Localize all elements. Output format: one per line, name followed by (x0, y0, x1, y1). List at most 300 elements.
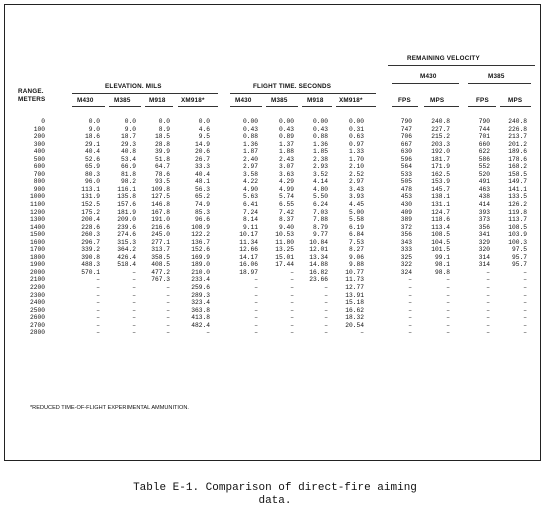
table-cell: – (408, 314, 412, 322)
table-cell: 4.99 (278, 185, 294, 193)
table-cell: 570.1 (81, 268, 100, 276)
table-cell: 78.6 (154, 170, 170, 178)
table-cell: 9.77 (312, 231, 328, 239)
table-cell: 2200 (29, 284, 45, 292)
table-cell: 175.2 (81, 208, 100, 216)
table-cell: 478 (400, 185, 412, 193)
table-cell: 95.7 (511, 261, 527, 269)
table-cell: 4.80 (312, 185, 328, 193)
header-rule (392, 83, 459, 84)
table-cell: – (254, 329, 258, 337)
table-cell: 240.8 (508, 118, 527, 125)
table-cell: 9.40 (278, 223, 294, 231)
table-cell: 800 (33, 178, 45, 186)
table-cell: 203.3 (431, 140, 450, 148)
table-cell: 226.8 (508, 125, 527, 133)
caption-line: data. (258, 495, 292, 507)
table-cell: 790 (478, 118, 490, 125)
table-cell: 12.66 (239, 246, 258, 254)
table-cell: 409 (400, 208, 412, 216)
table-cell: 80.3 (84, 170, 100, 178)
table-cell: 239.6 (117, 223, 136, 231)
range-unit-header: METERS (18, 96, 46, 103)
table-cell: 181.9 (117, 208, 136, 216)
table-cell: 167.8 (151, 208, 170, 216)
table-cell: 2400 (29, 299, 45, 307)
table-cell: 171.9 (431, 163, 450, 171)
table-cell: 65.2 (194, 193, 210, 201)
rv-m430-fps-header: FPS (398, 97, 411, 104)
table-cell: 97.5 (511, 246, 527, 254)
table-cell: – (486, 321, 490, 329)
table-cell: 343 (400, 238, 412, 246)
el-m918-column (142, 118, 170, 337)
table-cell: 373 (478, 216, 490, 224)
table-cell: 116.1 (117, 185, 136, 193)
table-cell: 4.14 (312, 178, 328, 186)
table-cell: 29.1 (84, 140, 100, 148)
table-cell: 5.63 (242, 193, 258, 201)
table-cell: 314 (478, 253, 490, 261)
table-cell: 189.6 (508, 148, 527, 156)
table-cell: – (132, 329, 136, 337)
table-cell: 240.8 (431, 118, 450, 125)
table-cell: 2.40 (242, 155, 258, 163)
table-cell: – (254, 284, 258, 292)
table-cell: – (290, 299, 294, 307)
table-cell: 0.89 (278, 133, 294, 141)
table-cell: – (523, 314, 527, 322)
table-cell: 10.17 (239, 231, 258, 239)
header-rule (109, 106, 141, 107)
table-cell: 477.2 (151, 268, 170, 276)
table-cell: – (96, 321, 100, 329)
table-cell: 26.7 (194, 155, 210, 163)
table-cell: 747 (400, 125, 412, 133)
remaining-velocity-header: REMAINING VELOCITY (407, 55, 480, 62)
table-cell: – (486, 291, 490, 299)
table-cell: 600 (33, 163, 45, 171)
table-cell: 5.50 (312, 193, 328, 201)
table-cell: 245.0 (151, 231, 170, 239)
table-cell: 5.58 (348, 216, 364, 224)
table-cell: – (96, 306, 100, 314)
table-cell: – (523, 306, 527, 314)
table-cell: 168.2 (508, 163, 527, 171)
table-cell: 315.3 (117, 238, 136, 246)
table-cell: – (486, 314, 490, 322)
table-cell: – (486, 329, 490, 337)
table-cell: 1.88 (278, 148, 294, 156)
table-cell: 2000 (29, 268, 45, 276)
table-cell: 3.43 (348, 185, 364, 193)
table-cell: 767.3 (151, 276, 170, 284)
table-cell: – (324, 306, 328, 314)
header-rule (302, 106, 332, 107)
table-cell: 2.93 (312, 163, 328, 171)
table-cell: 2700 (29, 321, 45, 329)
table-cell: 18.6 (84, 133, 100, 141)
table-cell: 324 (400, 268, 412, 276)
table-cell: 201.2 (508, 140, 527, 148)
table-cell: 4.29 (278, 178, 294, 186)
ft-m918-column (300, 118, 328, 337)
table-cell: 2500 (29, 306, 45, 314)
table-cell: 1.36 (312, 140, 328, 148)
flight-time-header: FLIGHT TIME. SECONDS (253, 83, 332, 90)
header-rule (266, 106, 298, 107)
table-cell: – (254, 306, 258, 314)
table-cell: 393 (478, 208, 490, 216)
table-cell: 372 (400, 223, 412, 231)
table-cell: 8.79 (312, 223, 328, 231)
table-cell: 0.00 (242, 118, 258, 125)
table-cell: 320 (478, 246, 490, 254)
table-cell: – (408, 284, 412, 292)
table-cell: 136.7 (191, 238, 210, 246)
table-cell: 667 (400, 140, 412, 148)
table-cell: 300 (33, 140, 45, 148)
table-cell: 3.07 (278, 163, 294, 171)
table-cell: 40.8 (120, 148, 136, 156)
table-cell: 426.4 (117, 253, 136, 261)
table-cell: 0.43 (278, 125, 294, 133)
table-cell: – (408, 321, 412, 329)
table-cell: – (523, 321, 527, 329)
ft-m385-header: M385 (271, 97, 288, 104)
table-cell: 274.6 (117, 231, 136, 239)
table-cell: 438 (478, 193, 490, 201)
header-rule (178, 106, 218, 107)
table-cell: 7.53 (348, 238, 364, 246)
table-cell: 8.27 (348, 246, 364, 254)
table-cell: – (166, 291, 170, 299)
table-cell: 463 (478, 185, 490, 193)
table-cell: 0.97 (348, 140, 364, 148)
table-cell: – (290, 284, 294, 292)
table-cell: 0.63 (348, 133, 364, 141)
table-cell: 5.74 (278, 193, 294, 201)
table-cell: 0.00 (348, 118, 364, 125)
table-cell: 39.9 (154, 148, 170, 156)
table-cell: – (290, 329, 294, 337)
table-cell: – (324, 329, 328, 337)
table-cell: 900 (33, 185, 45, 193)
table-cell: 1100 (29, 201, 45, 209)
table-cell: 364.2 (117, 246, 136, 254)
table-cell: 0 (41, 118, 45, 125)
table-cell: 6.24 (312, 201, 328, 209)
table-cell: 145.7 (431, 185, 450, 193)
table-cell: 131.1 (431, 201, 450, 209)
table-cell: 6.41 (242, 201, 258, 209)
table-cell: 14.9 (194, 140, 210, 148)
table-cell: – (96, 284, 100, 292)
table-cell: – (486, 299, 490, 307)
table-cell: – (132, 299, 136, 307)
table-cell: 209.0 (117, 216, 136, 224)
header-rule (424, 106, 459, 107)
el-m385-column (108, 118, 136, 337)
table-cell: – (166, 306, 170, 314)
table-cell: 18.32 (345, 314, 364, 322)
table-cell: 10.53 (275, 231, 294, 239)
table-cell: 500 (33, 155, 45, 163)
table-cell: 0.31 (348, 125, 364, 133)
table-cell: 1400 (29, 223, 45, 231)
table-cell: – (408, 299, 412, 307)
table-cell: – (523, 276, 527, 284)
el-m385-header: M385 (114, 97, 131, 104)
table-cell: – (523, 291, 527, 299)
table-cell: 101.5 (431, 246, 450, 254)
table-cell: 0.43 (242, 125, 258, 133)
table-cell: 552 (478, 163, 490, 171)
table-cell: – (290, 291, 294, 299)
header-rule (392, 106, 418, 107)
table-cell: – (290, 268, 294, 276)
rv-m385-header: M385 (488, 73, 505, 80)
table-cell: – (324, 314, 328, 322)
table-cell: 108.5 (508, 223, 527, 231)
el-m430-header: M430 (77, 97, 94, 104)
el-xm918-column (180, 118, 210, 337)
table-cell: 227.7 (431, 125, 450, 133)
table-cell: – (254, 291, 258, 299)
table-cell: 146.8 (151, 201, 170, 209)
table-cell: – (486, 276, 490, 284)
table-cell: 4.45 (348, 201, 364, 209)
table-cell: 233.4 (191, 276, 210, 284)
table-cell: 6.84 (348, 231, 364, 239)
table-cell: 505 (400, 178, 412, 186)
table-cell: 13.25 (275, 246, 294, 254)
el-m430-column (72, 118, 100, 337)
table-cell: 66.9 (120, 163, 136, 171)
table-cell: 11.80 (275, 238, 294, 246)
table-cell: 0.0 (88, 118, 100, 125)
table-cell: 2.38 (312, 155, 328, 163)
table-cell: 1.37 (278, 140, 294, 148)
table-cell: 1900 (29, 261, 45, 269)
table-cell: 259.6 (191, 284, 210, 292)
table-cell: 0.0 (198, 118, 210, 125)
table-cell: – (206, 329, 210, 337)
table-cell: 133.5 (508, 193, 527, 201)
table-cell: – (166, 299, 170, 307)
rv-m385-fps-header: FPS (476, 97, 489, 104)
header-rule (230, 93, 376, 94)
table-cell: 11.73 (345, 276, 364, 284)
table-cell: – (408, 329, 412, 337)
table-cell: 135.8 (117, 193, 136, 201)
table-cell: 3.63 (278, 170, 294, 178)
table-cell: 104.5 (431, 238, 450, 246)
caption-line: Table E-1. Comparison of direct-fire aiming (133, 482, 417, 494)
table-cell: – (446, 314, 450, 322)
table-cell: 18.7 (120, 133, 136, 141)
table-cell: 200.4 (81, 216, 100, 224)
table-cell: 491 (478, 178, 490, 186)
table-cell: – (290, 306, 294, 314)
table-cell: 0.0 (124, 118, 136, 125)
table-cell: 2.43 (278, 155, 294, 163)
table-cell: 630 (400, 148, 412, 156)
table-cell: 215.2 (431, 133, 450, 141)
table-cell: 1800 (29, 253, 45, 261)
table-cell: 119.8 (508, 208, 527, 216)
table-cell: 1500 (29, 231, 45, 239)
table-cell: 81.8 (120, 170, 136, 178)
table-cell: 9.11 (242, 223, 258, 231)
table-cell: 8.9 (158, 125, 170, 133)
table-cell: 20.54 (345, 321, 364, 329)
table-cell: 15.18 (345, 299, 364, 307)
table-cell: – (96, 299, 100, 307)
elevation-header: ELEVATION. MILS (105, 83, 162, 90)
table-cell: 13.91 (345, 291, 364, 299)
table-cell: 48.1 (194, 178, 210, 186)
rv-m385-mps-header: MPS (508, 97, 523, 104)
ft-xm918-header: XM918* (339, 97, 363, 104)
table-cell: 413.8 (191, 314, 210, 322)
table-caption (0, 482, 550, 508)
table-cell: – (324, 284, 328, 292)
header-rule (388, 65, 535, 66)
table-cell: 0.88 (312, 133, 328, 141)
table-cell: 518.4 (117, 261, 136, 269)
table-cell: – (446, 291, 450, 299)
table-cell: 7.88 (312, 216, 328, 224)
table-cell: 7.24 (242, 208, 258, 216)
table-cell: 18.97 (239, 268, 258, 276)
table-cell: 2.52 (348, 170, 364, 178)
table-cell: 296.7 (81, 238, 100, 246)
table-cell: 0.00 (312, 118, 328, 125)
table-cell: – (523, 284, 527, 292)
table-cell: – (523, 268, 527, 276)
table-cell: 488.3 (81, 261, 100, 269)
table-cell: – (132, 321, 136, 329)
table-cell: 453 (400, 193, 412, 201)
table-cell: – (132, 291, 136, 299)
table-cell: 95.7 (511, 253, 527, 261)
table-cell: 109.8 (151, 185, 170, 193)
table-cell: – (523, 299, 527, 307)
ft-xm918-column (334, 118, 364, 337)
table-cell: 10.84 (309, 238, 328, 246)
table-cell: 103.9 (508, 231, 527, 239)
table-cell: 98.8 (434, 268, 450, 276)
table-cell: – (446, 329, 450, 337)
header-rule (72, 93, 218, 94)
table-cell: 1.87 (242, 148, 258, 156)
table-cell: – (96, 329, 100, 337)
table-cell: – (132, 314, 136, 322)
table-cell: 28.8 (154, 140, 170, 148)
table-cell: 356 (400, 231, 412, 239)
rv-m430-mps-column (422, 118, 450, 337)
table-cell: – (446, 306, 450, 314)
table-cell: 2.97 (348, 178, 364, 186)
table-cell: 6.19 (348, 223, 364, 231)
ft-m430-column (230, 118, 258, 337)
ft-m918-header: M918 (307, 97, 324, 104)
table-cell: 213.7 (508, 133, 527, 141)
table-cell: 99.1 (434, 253, 450, 261)
table-cell: 1700 (29, 246, 45, 254)
table-cell: 113.4 (431, 223, 450, 231)
table-cell: 74.9 (194, 201, 210, 209)
table-cell: 15.01 (275, 253, 294, 261)
header-rule (72, 106, 105, 107)
table-cell: 153.9 (431, 178, 450, 186)
table-cell: – (132, 276, 136, 284)
table-cell: 200 (33, 133, 45, 141)
el-m918-header: M918 (149, 97, 166, 104)
table-cell: 33.3 (194, 163, 210, 171)
table-cell: 390.8 (81, 253, 100, 261)
header-rule (336, 106, 376, 107)
table-cell: – (96, 291, 100, 299)
table-cell: 10.77 (345, 268, 364, 276)
table-cell: 7.03 (312, 208, 328, 216)
table-cell: – (132, 306, 136, 314)
table-cell: 40.4 (84, 148, 100, 156)
table-cell: 14.88 (309, 261, 328, 269)
table-cell: – (446, 284, 450, 292)
table-cell: 14.17 (239, 253, 258, 261)
table-cell: – (408, 291, 412, 299)
table-cell: 701 (478, 133, 490, 141)
range-header: RANGE. (18, 88, 44, 95)
header-rule (468, 83, 531, 84)
el-xm918-header: XM918* (181, 97, 205, 104)
table-cell: 181.7 (431, 155, 450, 163)
table-cell: 3.58 (242, 170, 258, 178)
table-cell: – (446, 299, 450, 307)
table-cell: 157.6 (117, 201, 136, 209)
table-cell: 2.10 (348, 163, 364, 171)
table-cell: 1.85 (312, 148, 328, 156)
table-cell: 108.5 (431, 231, 450, 239)
table-cell: 40.4 (194, 170, 210, 178)
table-cell: 260.3 (81, 231, 100, 239)
table-cell: 100.3 (508, 238, 527, 246)
table-cell: 29.3 (120, 140, 136, 148)
header-rule (468, 106, 496, 107)
table-cell: 98.1 (434, 261, 450, 269)
table-cell: 333 (400, 246, 412, 254)
table-cell: 1600 (29, 238, 45, 246)
table-cell: 6.55 (278, 201, 294, 209)
table-cell: 16.82 (309, 268, 328, 276)
table-cell: – (523, 329, 527, 337)
table-cell: 2.97 (242, 163, 258, 171)
table-cell: 790 (400, 118, 412, 125)
table-cell: 1200 (29, 208, 45, 216)
table-cell: 149.7 (508, 178, 527, 186)
table-cell: 1.70 (348, 155, 364, 163)
table-cell: 108.9 (191, 223, 210, 231)
table-cell: 8.37 (278, 216, 294, 224)
table-cell: 314 (478, 261, 490, 269)
table-cell: 596 (400, 155, 412, 163)
table-cell: 65.9 (84, 163, 100, 171)
table-cell: 0.43 (312, 125, 328, 133)
table-cell: 96.6 (194, 216, 210, 224)
table-cell: 586 (478, 155, 490, 163)
